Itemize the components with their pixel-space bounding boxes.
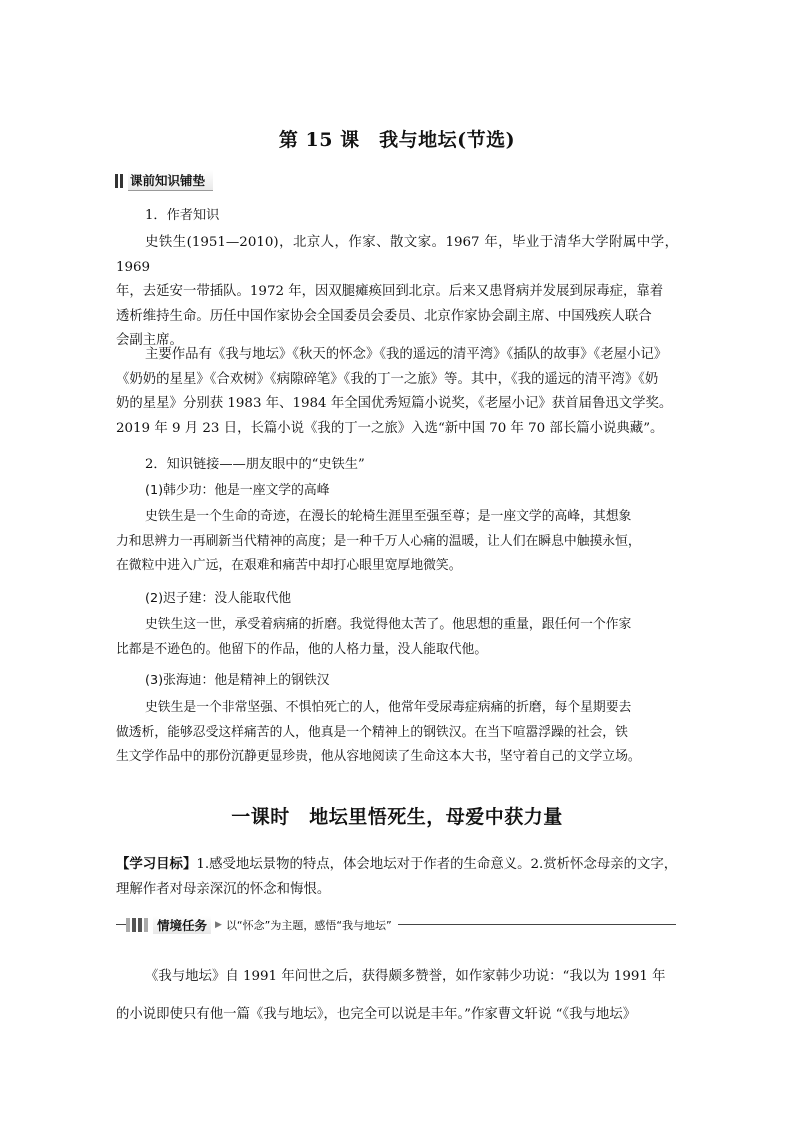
bio-line: 会副主席。 (116, 333, 183, 348)
author-heading: 1．作者知识 (145, 208, 220, 223)
quote-line: 在微粒中进入广远，在艰难和痛苦中却打心眼里宽厚地微笑。 (116, 558, 462, 573)
friend-heading-3: (3)张海迪：他是精神上的钢铁汉 (145, 673, 330, 688)
bio-line: 透析维持生命。历任中国作家协会全国委员会委员、北京作家协会副主席、中国残疾人联合 (116, 308, 652, 324)
section-header-prep (115, 171, 213, 190)
friend-heading-2: (2)迟子建：没人能取代他 (145, 591, 292, 606)
link-heading: 2．知识链接——朋友眼中的“史铁生” (145, 457, 365, 472)
intro-paragraph (116, 958, 678, 1034)
bio-line: 史铁生(1951—2010)，北京人，作家、散文家。1967 年，毕业于清华大学附属中学，1969 (116, 235, 678, 275)
goal-tag: 【学习目标】 (116, 856, 197, 872)
learning-goals (116, 852, 678, 902)
section-label: 课前知识铺垫 (128, 170, 213, 191)
works-line: 奶的星星》分别获 1983 年、1984 年全国优秀短篇小说奖，《老屋小记》获首届鲁迅文学奖。 (116, 396, 673, 411)
quote-line: 史铁生是一个非常坚强、不惧怕死亡的人，他常年受尿毒症病痛的折磨，每个星期要去 (145, 700, 632, 715)
goal-line: 1.感受地坛景物的特点，体会地坛对于作者的生命意义。2.赏析怀念母亲的文字， (196, 857, 678, 872)
task-theme: 以“怀念”为主题，感悟“我与地坛” (225, 919, 392, 932)
quote-line: 力和思辨力一再刷新当代精神的高度；是一种千万人心痛的温暖，让人们在瞬息中触摸永恒， (116, 533, 641, 549)
task-label: 情境任务 (153, 916, 211, 934)
intro-line: 《我与地坛》自 1991 年问世之后，获得颇多赞誉，如作家韩少功说：“我以为 1991 年 (145, 969, 666, 984)
bio-line: 年，去延安一带插队。1972 年，因双腿瘫痪回到北京。后来又患肾病并发展到尿毒症，靠着 (116, 284, 664, 299)
quote-line: 史铁生这一世，承受着病痛的折磨。我觉得他太苦了。他思想的重量，跟任何一个作家 (145, 617, 632, 632)
friend-quote-1 (116, 505, 678, 579)
period-title: 一课时 地坛里悟死生，母爱中获力量 (231, 806, 563, 828)
friend-quote-2 (116, 613, 678, 662)
quote-line: 史铁生是一个生命的奇迹，在漫长的轮椅生涯里至强至尊；是一座文学的高峰，其想象 (145, 509, 632, 524)
lesson-title: 第 15 课 我与地坛(节选) (278, 129, 516, 151)
triangle-right-icon: ▶ (215, 920, 222, 930)
works-line: 《奶奶的星星》《合欢树》《病隙碎笔》《我的丁一之旅》等。其中，《我的遥远的清平湾》《奶 (116, 371, 659, 387)
section-marker-icon (115, 174, 123, 188)
quote-line: 比都是不逊色的。他留下的作品，他的人格力量，没人能取代他。 (116, 641, 488, 657)
quote-line: 生文学作品中的那份沉静更显珍贵，他从容地阅读了生命这本大书，坚守着自己的文学立场。 (116, 749, 641, 764)
author-bio (116, 231, 678, 354)
works-paragraph (116, 343, 678, 441)
friend-quote-3 (116, 696, 678, 770)
goal-line: 理解作者对母亲深沉的怀念和悔恨。 (116, 881, 331, 897)
task-marker-icon (126, 918, 148, 932)
task-banner (116, 914, 676, 938)
quote-line: 做透析，能够忍受这样痛苦的人，他真是一个精神上的钢铁汉。在当下喧嚣浮躁的社会，铁 (116, 724, 628, 740)
works-line: 主要作品有《我与地坛》《秋天的怀念》《我的遥远的清平湾》《插队的故事》《老屋小记》 (145, 347, 668, 362)
friend-heading-1: (1)韩少功：他是一座文学的高峰 (145, 483, 330, 498)
works-line: 2019 年 9 月 23 日，长篇小说《我的丁一之旅》入选“新中国 70 年 70 部长篇小说典藏”。 (116, 420, 664, 436)
intro-line: 的小说即使只有他一篇《我与地坛》，也完全可以说是丰年。”作家曹文轩说 “《我与地坛》 (116, 1007, 637, 1022)
